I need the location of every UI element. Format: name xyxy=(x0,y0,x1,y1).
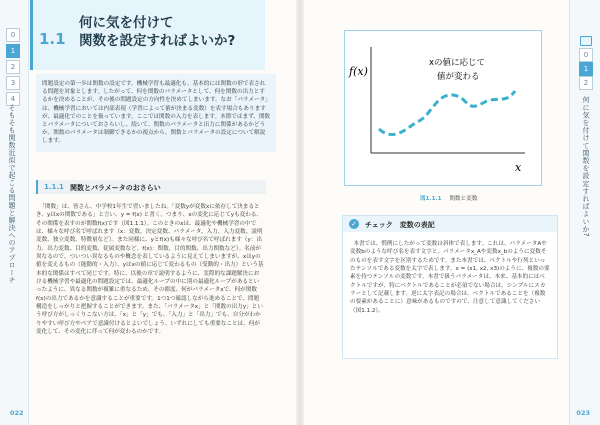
rail-box-0: 0 xyxy=(6,28,20,42)
figure-caption xyxy=(420,194,477,202)
right-rail-title: 何に気を付けて関数を設定すればよいか? xyxy=(582,96,590,238)
paragraph: 本書では、慣例にしたがって変数は斜体で表します。これは、パラメータAや変数bのような呼び名を表す文字と、パラメータx_Aや変数x_bのように変数そのものを表す文字を区別するためです。また本書では、ベクトルや行列といったテンソルである変数を太字で表します。x = (x1, x2, x3)のように、複数の要素を持つテンソルの変数です。本書で扱うパラメータは、本来、基本的にはベクトルですが、特にベクトルであることが必須でない場合は、シンプルにスカラーとして記載します。逆に太字表記の場合は、ベクトルであることを（複数の要素があることに）意味があるものですので、注意して意識してください（図1.1.2）。 xyxy=(350,241,550,314)
rail-box-3: 3 xyxy=(6,76,20,90)
bookmark-icon xyxy=(580,36,592,46)
function-curve xyxy=(379,91,515,135)
chapter-title xyxy=(79,14,235,50)
right-chapter-rail xyxy=(569,0,600,425)
figure-caption-text: 関数と変数 xyxy=(449,196,478,202)
function-figure xyxy=(344,30,542,186)
left-page-number: 022 xyxy=(10,409,24,417)
figure-caption-label: 図1.1.1 xyxy=(420,196,442,202)
check-icon: ✓ xyxy=(349,219,359,229)
chapter-heading xyxy=(30,0,265,70)
check-box xyxy=(342,215,558,359)
check-header xyxy=(343,216,557,232)
chapter-title-line2: 関数を設定すればよいか? xyxy=(79,33,236,49)
function-plot xyxy=(345,31,541,185)
rail-box-2: 2 xyxy=(6,60,20,74)
y-axis-label: f(x) xyxy=(349,65,368,78)
left-body-text xyxy=(36,203,264,337)
annotation-line1: xの値に応じて xyxy=(429,58,486,68)
intro-block: 問題設定の第一歩は関数の設定です。機械学習も最適化も、基本的には関数の形で表される問題を対象とします。したがって、何を関数のパラメータとして、何を関数の出力とするかを決めることが、その後の問題設定の方向性を決めてしまいます。なお「パラメータ」は、機械学習においては内部表現（学習によって値が決まる変数）を表す場合もありますが、最適化でのことを扱っています。ここでは関数の入力を表します。本節ではまず、関数とパラメータについておさらいし、続いて、関数のパラメータと出力に関係があるかどうか、関数のパラメータは制御できるかの視点から、関数とパラメータの設定について解説します。 xyxy=(36,74,276,152)
rail-box-2: 2 xyxy=(579,76,593,90)
right-page-number: 023 xyxy=(576,409,590,417)
rail-box-1: 1 xyxy=(579,62,593,76)
book-gutter xyxy=(296,0,304,425)
x-axis-label: x xyxy=(515,161,522,174)
left-rail-title: そもそも関数近似で起こる問題と解決へのアプローチ xyxy=(8,104,16,284)
rail-box-4: 4 xyxy=(6,92,20,106)
section-heading xyxy=(36,180,266,194)
annotation-line2: 値が変わる xyxy=(437,72,480,82)
chapter-title-line1: 何に気を付けて xyxy=(79,15,174,31)
section-number: 1.1.1 xyxy=(44,183,64,191)
left-chapter-rail xyxy=(0,0,29,425)
check-body xyxy=(350,240,550,315)
right-page xyxy=(300,0,600,425)
chapter-number: 1.1 xyxy=(39,30,66,48)
section-title: 関数とパラメータのおさらい xyxy=(70,184,161,192)
check-title: チェック 変数の表記 xyxy=(365,221,435,229)
rail-box-0: 0 xyxy=(579,48,593,62)
paragraph: 「関数」は、皆さん、中学校1年生で習いましたね。「変数yが変数xに依存して決まるとき、yはxの関数である」と言い、y = f(x) と書く。つまり、xの変化に応じてyも変わる、その関係を表すのが関数f(x)です（図1.1.1）。このときのxは、最適化や機械学習の中では、様々な呼び名で呼ばれます（x：変数、決定変数、パラメータ、入力、入力変数、説明変数、独立変数、特徴量など）。また同様に、yとf(x)も様々な呼び名で呼ばれます（y：出力、出力変数、目的変数、従属変数など、f(x)：関数、目的関数、出力関数など）。名前が異なるので、ついつい異なるものや概念を表しているように見えてしまいますが、xはyの値を変えるもの（能動的・入力）、yはxの値に応じて変わるもの（受動的・出力）という基本的な関係はすべて同じです。特に、以後の章で説明するように、実際的な課題解決における機械学習や最適化の問題設定では、最適化ループの中に別の最適化ループがあるといったように、異なる関数が複雑に重なるため、その都度、何がパラメータxで、何が関数f(x)の出力であるかを意識することが重要です。1つ1つ確認しながら進めることで、問題構造をしっかりと把握することができます。また、「パラメータx」と「関数の出力y」という呼び方がしっくりこない方は、「x」と「y」でも、「入力」と「出力」でも、自分がわかりやすい呼び方やペアで意識付けるとよいでしょう。いずれにしても重要なことは、何が変化して、その変化に伴って何が変わるのかです。 xyxy=(36,204,264,336)
rail-box-1: 1 xyxy=(6,44,20,58)
